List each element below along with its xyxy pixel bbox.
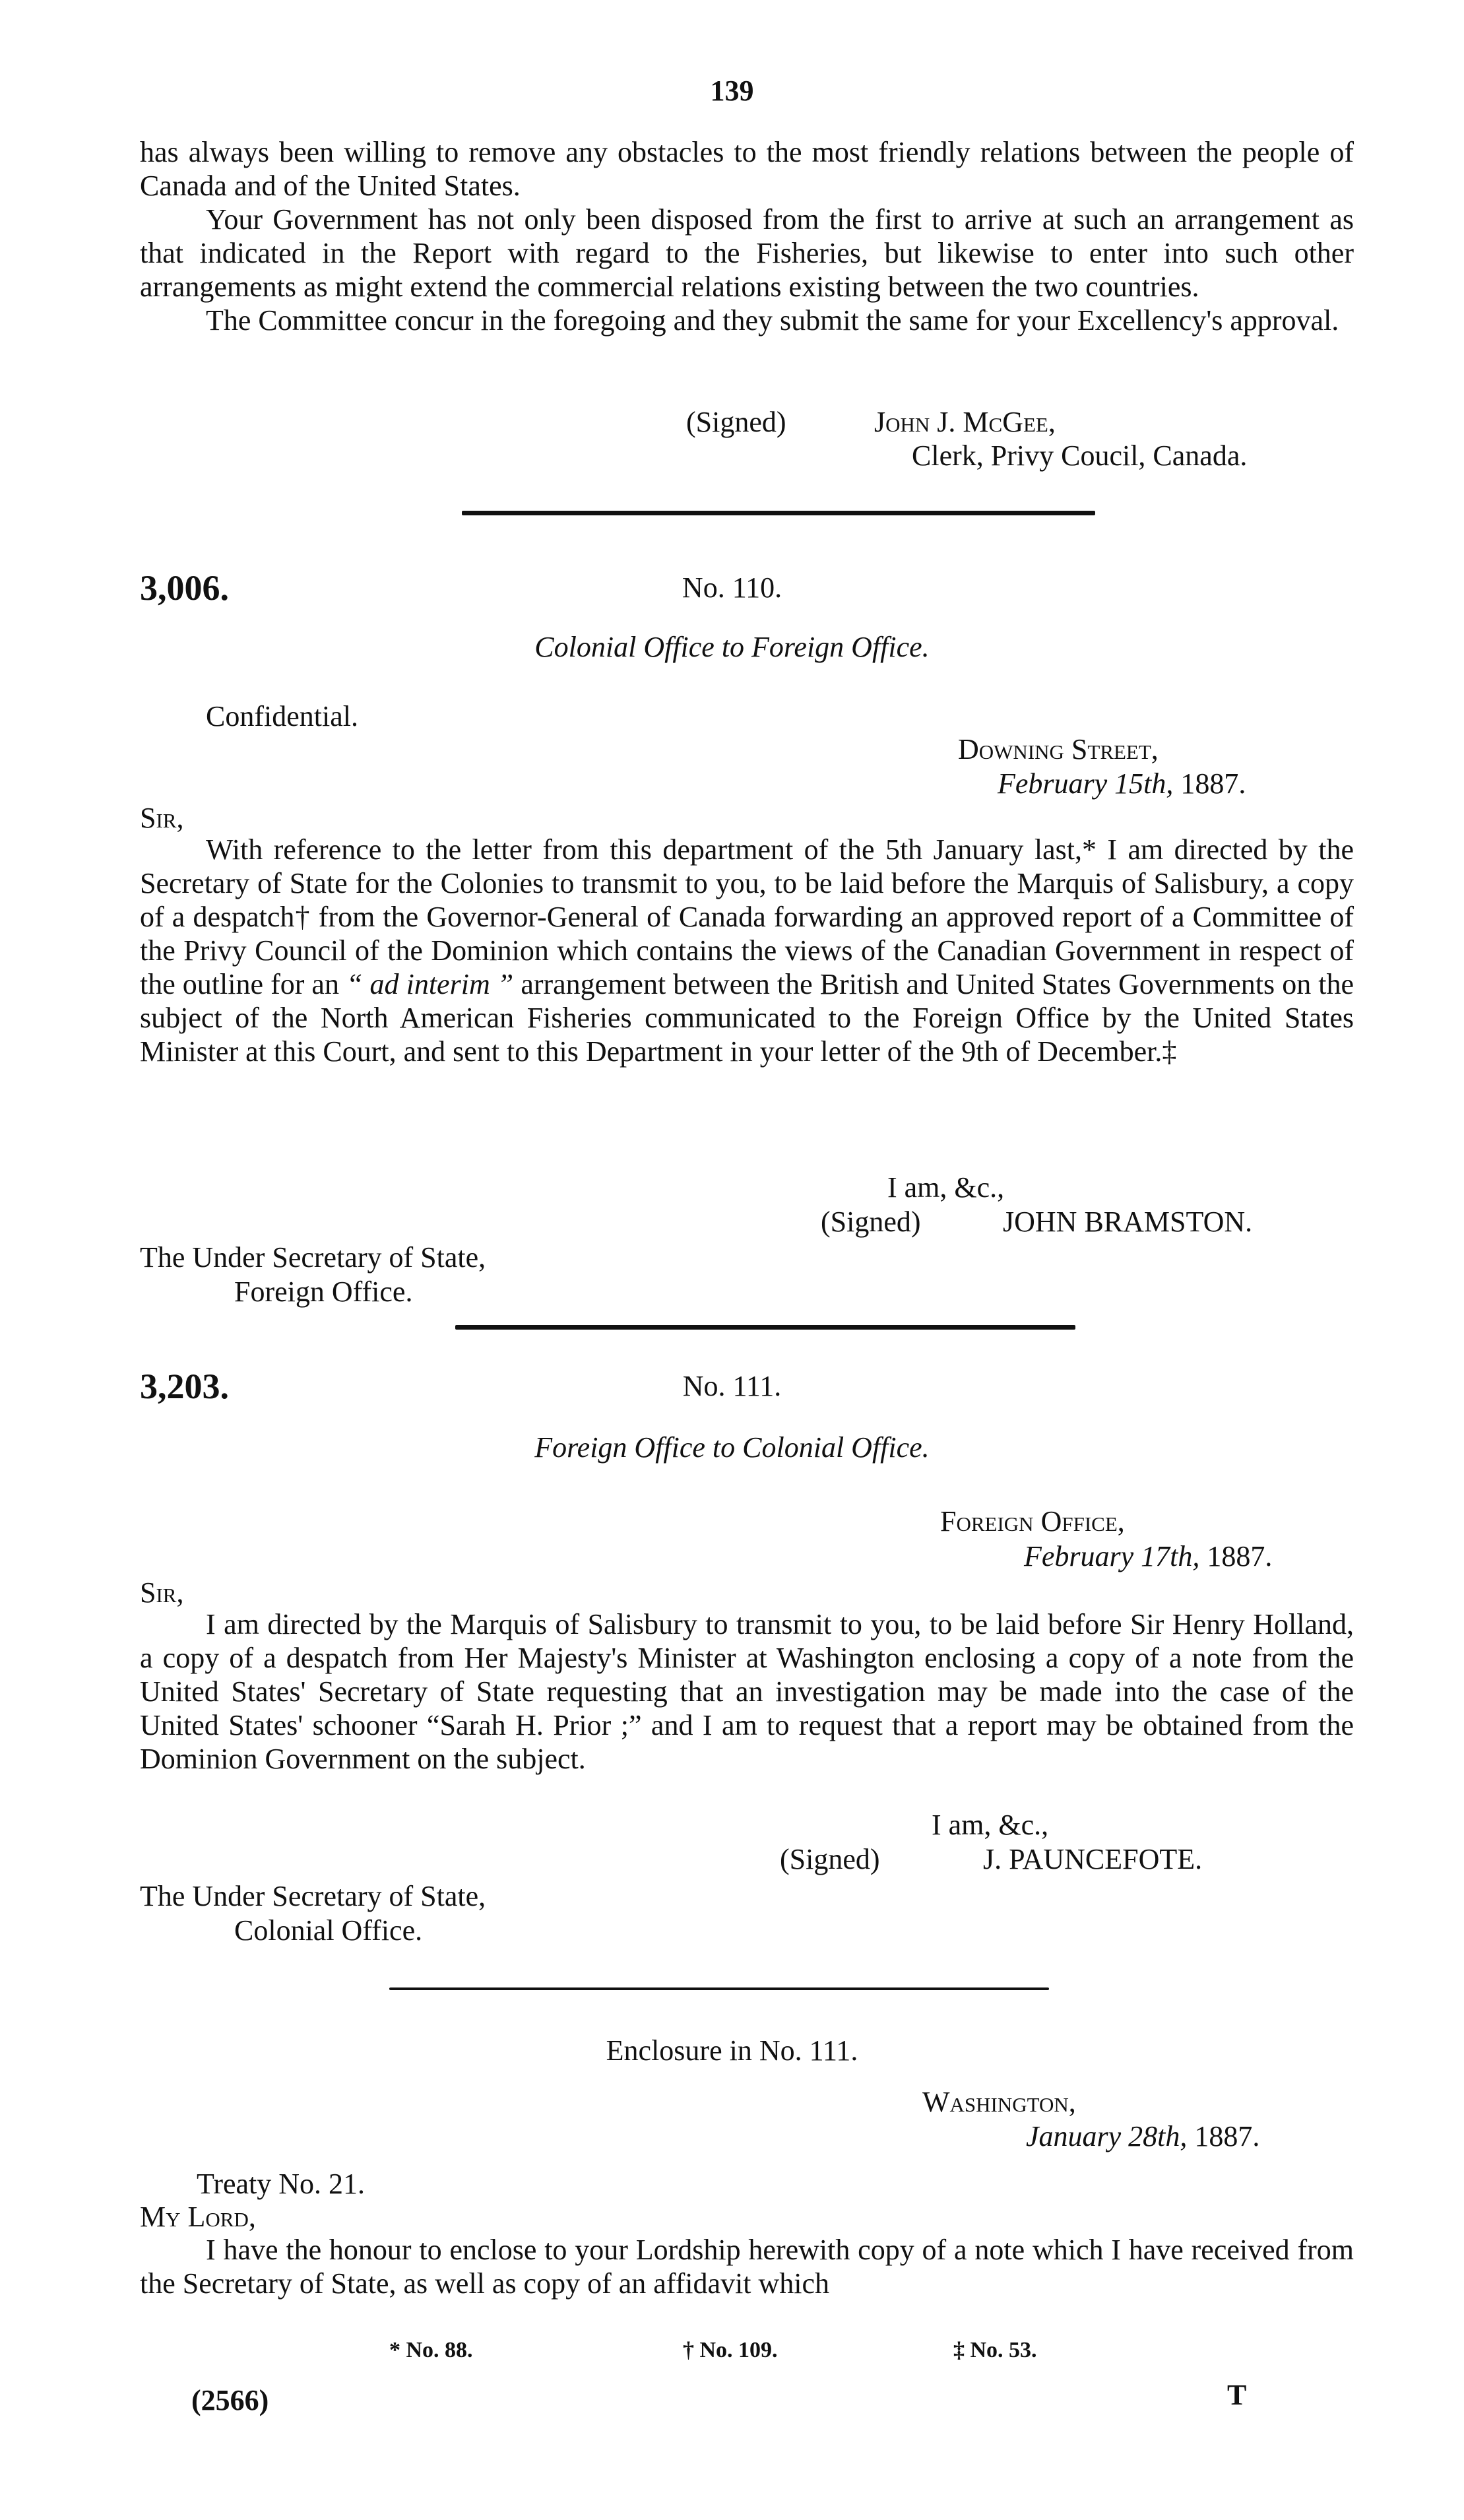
signer-name: JOHN BRAMSTON.	[1003, 1206, 1253, 1238]
document-heading: No. 110.	[682, 571, 782, 604]
closing: I am, &c.,	[887, 1171, 1005, 1204]
footnote: † No. 109.	[683, 2338, 778, 2362]
letter-date: February 17th, 1887.	[1024, 1540, 1273, 1572]
signer-name: J. PAUNCEFOTE.	[983, 1843, 1203, 1875]
letter-body: I am directed by the Marquis of Salisbury to transmit to you, to be laid before Sir Henry Holland, a copy of a despatch from Her Majesty's Minister at Washington enclosing a copy of a note from the United States' Secretary of State requesting that an investigation may be made into the case of the United States' schooner “Sarah H. Prior ;” and I am to request that a report may be obtained from the Dominion Government on the subject.	[140, 1608, 1354, 1775]
letter-place: Downing Street,	[958, 733, 1159, 765]
signature-mark: T	[1227, 2379, 1247, 2411]
signer-name: John J. McGee,	[874, 406, 1056, 438]
addressee-line: The Under Secretary of State,	[140, 1241, 486, 1274]
paragraph: Your Government has not only been disposed from the first to arrive at such an arrangement as that indicated in the Report with regard to the Fisheries, but likewise to enter into such other arrangements as might extend the commercial relations existing between the two countries.	[140, 203, 1354, 303]
addressee-line: The Under Secretary of State,	[140, 1880, 486, 1912]
closing: I am, &c.,	[932, 1809, 1049, 1841]
page-number: 139	[710, 75, 754, 107]
letter-body: With reference to the letter from this department of the 5th January last,* I am directed by the Secretary of State for the Colonies to transmit to you, to be laid before the Marquis of Salisbury, a copy of a despatch† from the Governor-General of Canada forwarding an approved report of a Committee of the Privy Council of the Dominion which contains the views of the Canadian Government in respect of the outline for an “ ad interim ” arrangement between the British and United States Governments on the subject of the North American Fisheries communicated to the Foreign Office by the United States Minister at this Court, and sent to this Department in your letter of the 9th of December.‡	[140, 833, 1354, 1068]
document-number: 3,006.	[140, 568, 229, 608]
treaty-reference: Treaty No. 21.	[197, 2168, 366, 2200]
letter-place: Foreign Office,	[940, 1505, 1125, 1537]
section-divider	[462, 511, 1095, 515]
salutation: My Lord,	[140, 2201, 256, 2233]
section-divider	[389, 1987, 1049, 1990]
enclosure-heading: Enclosure in No. 111.	[606, 2034, 858, 2067]
print-number: (2566)	[191, 2384, 269, 2416]
document-subheading: Colonial Office to Foreign Office.	[534, 631, 930, 663]
addressee-line: Foreign Office.	[234, 1276, 413, 1308]
letter-date: January 28th, 1887.	[1026, 2120, 1260, 2152]
letter-date: February 15th, 1887.	[998, 767, 1246, 800]
confidential-marking: Confidential.	[206, 700, 358, 732]
document-subheading: Foreign Office to Colonial Office.	[534, 1431, 930, 1464]
document-number: 3,203.	[140, 1367, 229, 1406]
ad-interim-quote: “ ad interim ”	[346, 968, 514, 1000]
signed-label: (Signed)	[686, 406, 786, 438]
letter-body: I have the honour to enclose to your Lordship herewith copy of a note which I have received from the Secretary of State, as well as copy of an affidavit which	[140, 2234, 1354, 2300]
signer-title: Clerk, Privy Coucil, Canada.	[912, 439, 1248, 472]
paragraph: has always been willing to remove any obstacles to the most friendly relations between the people of Canada and of the United States.	[140, 136, 1354, 202]
section-divider	[455, 1325, 1075, 1330]
continuation-text	[140, 135, 1354, 337]
signed-label: (Signed)	[821, 1206, 921, 1238]
salutation: Sir,	[140, 802, 184, 834]
signed-label: (Signed)	[780, 1843, 880, 1875]
footnote: ‡ No. 53.	[953, 2338, 1037, 2362]
salutation: Sir,	[140, 1576, 184, 1609]
addressee-line: Colonial Office.	[234, 1914, 423, 1947]
footnote: * No. 88.	[389, 2338, 473, 2362]
letter-place: Washington,	[922, 2086, 1076, 2118]
document-heading: No. 111.	[682, 1370, 782, 1402]
paragraph: The Committee concur in the foregoing and they submit the same for your Excellency's approval.	[206, 304, 1339, 337]
